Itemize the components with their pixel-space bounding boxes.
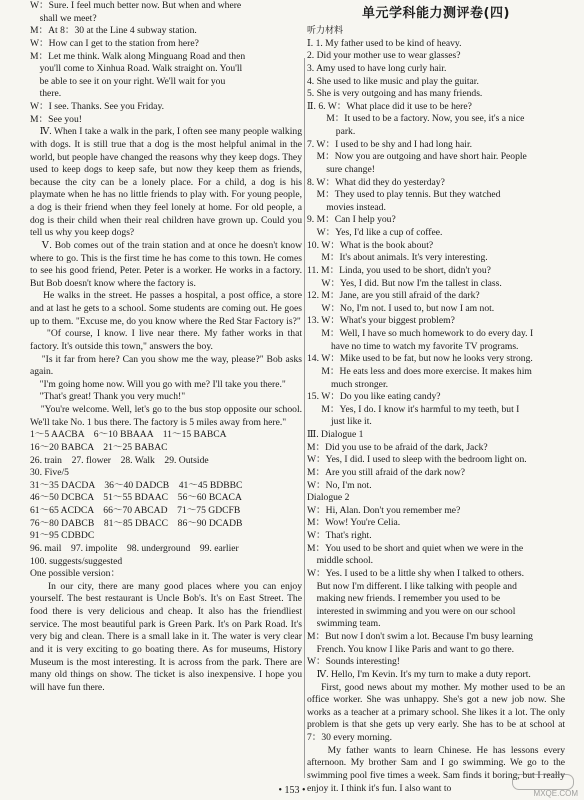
text-line: W：Yes, I'd like a cup of coffee. <box>307 227 443 238</box>
text-line: M：It's about animals. It's very interesting. <box>307 252 488 264</box>
text-line: W：No, I'm not. <box>307 479 372 491</box>
text-line: "Is it far from here? Can you show me the way, please?" Bob asks again. <box>30 353 305 378</box>
text-line: He walks in the street. He passes a hospital, a post office, a store and at last he gets to a school. Some students are coming out. He goes up to them. "Excuse me, do you know where the Red Star Factory is?" <box>30 290 305 327</box>
section-title: 单元学科能力测评卷(四) <box>362 6 510 21</box>
text-line: movies instead. <box>307 201 386 213</box>
text-line: M：Wow! You're Celia. <box>307 517 401 529</box>
text-line: W：Sure. I feel much better now. But when and where <box>30 0 242 11</box>
text-line: First, good news about my mother. My mother used to be an office worker. She was unhappy. She's got a new job now. She works as a teacher at a primary school. She likes it a lot. The only problem is that she gets up very early. She has to be at school at 7：30 every morning. <box>307 681 568 743</box>
text-line: M：Now you are outgoing and have short hair. People <box>307 151 527 163</box>
text-line: be able to see it on your right. We'll wait for you <box>30 75 226 87</box>
text-line: In our city, there are many good places where you can enjoy yourself. The best restaurant is Uncle Bob's. It's on East Street. The food there is very delicious and cheap. It also has the friendliest service. The most beautiful park is Green Park. It's on Park Road. It's very big and clean. There is a small lake in it. The water is very clear and it is very exciting to go boating there. As for museums, History Museum is the most interesting. It is across from the park. There are many old things on show. The ticket is also inexpensive. I hope you will have fun there. <box>30 580 305 693</box>
text-line: 5. She is very outgoing and has many friends. <box>307 88 483 100</box>
text-line: 91～95 CDBDC <box>30 530 95 542</box>
text-line: 100. suggests/suggested <box>30 555 123 567</box>
text-line: M：He eats less and does more exercise. It makes him <box>307 365 532 377</box>
text-line: W：Yes. I used to be a little shy when I talked to others. <box>307 567 524 579</box>
text-line: M：Let me think. Walk along Minguang Road and then <box>30 50 246 62</box>
column-divider <box>304 58 305 778</box>
text-line: 46～50 DCBCA 51～55 BDAAC 56～60 BCACA <box>30 492 242 504</box>
text-line: "I'm going home now. Will you go with me? I'll take you there." <box>30 378 286 390</box>
text-line: 31～35 DACDA 36～40 DADCB 41～45 BDBBC <box>30 479 243 491</box>
text-line: W：Hi, Alan. Don't you remember me? <box>307 504 461 516</box>
text-line: 96. mail 97. impolite 98. underground 99. earlier <box>30 542 239 554</box>
text-line: 14. W：Mike used to be fat, but now he looks very strong. <box>307 353 533 365</box>
text-line: 1～5 AACBA 6～10 BBAAA 11～15 BABCA <box>30 429 227 441</box>
text-line: W：That's right. <box>307 530 372 541</box>
text-line: M：Yes, I do. I know it's harmful to my teeth, but I <box>307 403 520 415</box>
watermark-text: MXQE.COM <box>533 789 578 798</box>
text-line: Ⅴ. Bob comes out of the train station and at once he doesn't know where to go. This is the first time he has come to this town. He comes to see his good friend, Peter. Peter is a worker. He works in a factory. But Bob doesn't know where the factory is. <box>30 239 305 289</box>
text-line: Ⅰ. 1. My father used to be kind of heavy. <box>307 37 462 49</box>
left-column <box>30 0 305 780</box>
text-line: One possible version： <box>30 568 121 580</box>
text-line: 13. W：What's your biggest problem? <box>307 315 455 327</box>
text-line: M：But now I don't swim a lot. Because I'm busy learning <box>307 631 533 642</box>
text-line: 7. W：I used to be shy and I had long hair. <box>307 138 473 150</box>
text-line: 30. Five/5 <box>30 467 69 479</box>
text-line: 15. W：Do you like eating candy? <box>307 391 441 403</box>
text-line: 2. Did your mother use to wear glasses? <box>307 50 461 62</box>
text-line: making new friends. I remember you used to be <box>307 593 501 605</box>
text-line: M：You used to be short and quiet when we were in the <box>307 542 524 554</box>
text-line: Ⅲ. Dialogue 1 <box>307 429 364 440</box>
text-line: park. <box>307 126 356 137</box>
text-line: M：See you! <box>30 113 82 125</box>
text-line: M：Did you use to be afraid of the dark, Jack? <box>307 441 488 453</box>
text-line: 9. M：Can I help you? <box>307 214 396 226</box>
text-line: 3. Amy used to have long curly hair. <box>307 62 447 74</box>
text-line: M：Well, I have so much homework to do every day. I <box>307 328 534 339</box>
text-line: 12. M：Jane, are you still afraid of the dark? <box>307 290 480 302</box>
text-line: M：They used to play tennis. But they watched <box>307 189 501 201</box>
text-line: But now I'm different. I like talking with people and <box>307 580 517 592</box>
text-line: W：No, I'm not. I used to, but now I am not. <box>307 302 495 314</box>
text-line: 16～20 BABCA 21～25 BABAC <box>30 441 168 453</box>
text-line: M：It used to be a factory. Now, you see, it's a nice <box>307 113 525 125</box>
watermark-badge-icon <box>512 774 574 790</box>
text-line: M：At 8：30 at the Line 4 subway station. <box>30 25 197 37</box>
watermark-logo <box>506 774 578 798</box>
text-line: Ⅱ. 6. W：What place did it use to be here? <box>307 100 472 112</box>
text-line: sure change! <box>307 163 375 175</box>
text-line: W：I see. Thanks. See you Friday. <box>30 101 165 112</box>
text-line: French. You know I like Paris and want to go there. <box>307 643 515 655</box>
right-column <box>307 0 568 794</box>
text-line: swimming team. <box>307 618 381 630</box>
text-line: 26. train 27. flower 28. Walk 29. Outside <box>30 454 209 466</box>
text-line: My father wants to learn Chinese. He has lessons every afternoon. My brother Sam and I go swimming. We go to the swimming pool five times a week. Sam finds it boring, but I really enjoy it. I think it's fun. I also want to <box>307 744 568 794</box>
text-line: have no time to watch my favorite TV programs. <box>307 340 519 352</box>
text-line: you'll come to Xinhua Road. Walk straight on. You'll <box>30 63 243 75</box>
text-line: interested in swimming and you were on our school <box>307 605 516 617</box>
text-line: shall we meet? <box>30 12 97 24</box>
text-line: middle school. <box>307 555 374 567</box>
text-line: W：Yes, I did. But now I'm the tallest in class. <box>307 277 502 289</box>
text-line: 61～65 ACDCA 66～70 ABCAD 71～75 GDCFB <box>30 505 241 516</box>
section-label: 听力材料 <box>307 26 344 36</box>
text-line: Dialogue 2 <box>307 492 350 504</box>
text-line: 10. W：What is the book about? <box>307 239 434 251</box>
text-line: W：Sounds interesting! <box>307 656 400 668</box>
text-line: 4. She used to like music and play the guitar. <box>307 75 479 87</box>
text-line: just like it. <box>307 416 372 428</box>
text-line: "That's great! Thank you very much!" <box>30 391 186 403</box>
text-line: W：Yes, I did. I used to sleep with the bedroom light on. <box>307 454 527 466</box>
right-column-body <box>307 37 568 796</box>
text-line: W：How can I get to the station from here? <box>30 37 199 49</box>
text-line: Ⅳ. Hello, I'm Kevin. It's my turn to make a duty report. <box>307 668 531 680</box>
text-line: Ⅳ. When I take a walk in the park, I often see many people walking with dogs. It is still true that a dog is the most helpful animal in the world, but people have changed the reasons why they keep dogs. They used to keep dogs to keep safe, but now they keep them as friends, because the city can be a lonely place. For a child, a dog is his playmate when he has no little friends to play with. For young people, a dog is their friend when they feel lonely at home. For old people, a dog is their child when their real children have grown up. Could you tell us why you keep dogs? <box>30 126 305 239</box>
text-line: "You're welcome. Well, let's go to the bus stop opposite our school. We'll take No. 1 bus there. The factory is 5 miles away from here." <box>30 404 305 428</box>
text-line: 76～80 DABCB 81～85 DBACC 86～90 DCADB <box>30 517 243 529</box>
text-line: 8. W：What did they do yesterday? <box>307 176 445 188</box>
text-line: much stronger. <box>307 378 389 390</box>
text-line: 11. M：Linda, you used to be short, didn't you? <box>307 264 491 276</box>
text-line: "Of course, I know. I live near there. My father works in that factory. It's outside this town," answers the boy. <box>30 328 305 352</box>
text-line: M：Are you still afraid of the dark now? <box>307 466 465 478</box>
text-line: there. <box>30 88 62 100</box>
page-number: • 153 • <box>278 785 306 796</box>
